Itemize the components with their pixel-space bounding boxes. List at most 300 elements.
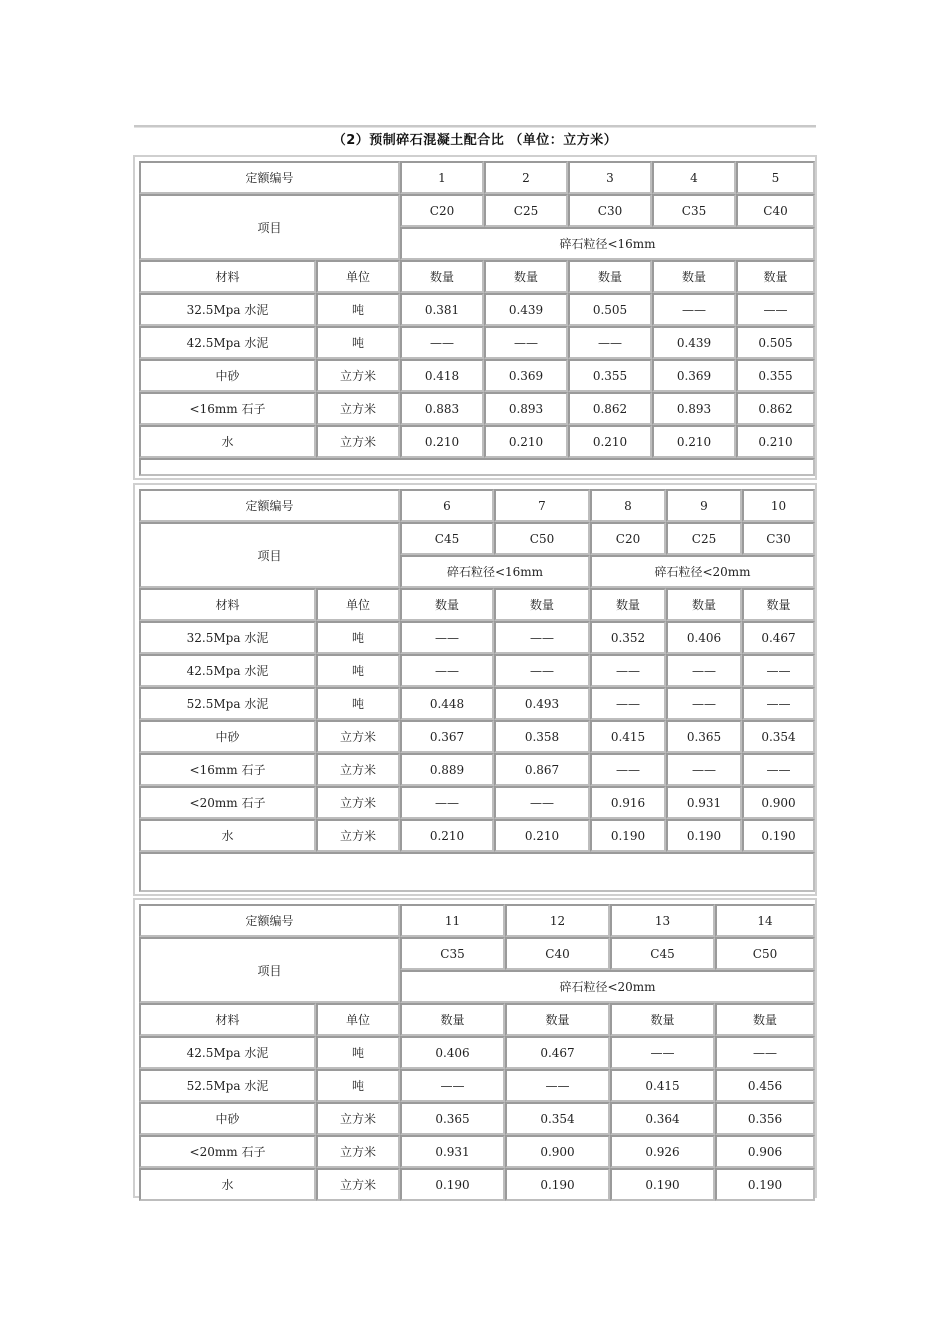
quota-no-label [139, 904, 400, 937]
unit-cell-text: 立方米 [339, 1145, 376, 1159]
quota-no-label [139, 161, 400, 194]
quota-number-text: 8 [624, 498, 632, 513]
unit-header [316, 1003, 400, 1036]
value-cell [484, 326, 568, 359]
value-cell [505, 1168, 610, 1201]
quantity-header-text: 数量 [615, 598, 640, 612]
aggregate-size-cell [400, 555, 590, 588]
value-cell-text: 0.354 [761, 729, 796, 744]
value-cell-text: 0.406 [435, 1045, 470, 1060]
value-cell [400, 720, 494, 753]
value-cell-text: 0.365 [435, 1111, 470, 1126]
quantity-header-text: 数量 [766, 598, 791, 612]
unit-cell-text: 吨 [351, 336, 364, 350]
unit-cell-text: 立方米 [339, 796, 376, 810]
value-cell [736, 326, 815, 359]
value-cell [590, 753, 666, 786]
value-cell-text: 0.893 [508, 401, 544, 416]
value-cell-text: 0.354 [540, 1111, 575, 1126]
grade-cell-text: C35 [440, 946, 465, 961]
value-cell [590, 687, 666, 720]
grade-cell-text: C25 [513, 203, 539, 218]
grade-cell [505, 937, 610, 970]
unit-cell [316, 621, 400, 654]
quantity-header-text: 数量 [691, 598, 716, 612]
unit-cell-text: 立方米 [339, 402, 376, 416]
value-cell [590, 786, 666, 819]
unit-cell-text: 吨 [351, 664, 364, 678]
value-cell [400, 392, 484, 425]
material-cell-text: <20mm 石子 [189, 796, 266, 810]
unit-cell [316, 1135, 400, 1168]
value-cell-text: 0.364 [645, 1111, 680, 1126]
grade-cell-text: C30 [597, 203, 623, 218]
aggregate-size-cell-text: 碎石粒径<20mm [559, 980, 656, 994]
grade-cell [568, 194, 652, 227]
value-cell-text: 0.210 [524, 828, 560, 843]
value-cell-text: 0.439 [508, 302, 544, 317]
value-cell [494, 819, 590, 852]
item-label [139, 194, 400, 260]
material-cell-text: 中砂 [215, 730, 240, 744]
grade-cell-text: C40 [545, 946, 570, 961]
material-cell-text: 水 [221, 829, 234, 843]
value-cell-text: —— [682, 302, 706, 317]
quantity-header [568, 260, 652, 293]
material-cell-text: 水 [221, 435, 234, 449]
unit-header-text: 单位 [345, 270, 370, 284]
quota-number [494, 489, 590, 522]
value-cell [400, 1135, 505, 1168]
material-cell [139, 1135, 316, 1168]
value-cell [400, 753, 494, 786]
material-cell-text: 32.5Mpa 水泥 [186, 303, 269, 317]
unit-cell-text: 立方米 [339, 435, 376, 449]
value-cell-text: 0.862 [758, 401, 793, 416]
value-cell [736, 293, 815, 326]
value-cell-text: 0.210 [424, 434, 460, 449]
grade-cell [736, 194, 815, 227]
value-cell [666, 786, 742, 819]
value-cell [568, 425, 652, 458]
quantity-header [736, 260, 815, 293]
material-cell-text: 水 [221, 1178, 234, 1192]
item-label-text: 项目 [257, 548, 282, 563]
value-cell [610, 1102, 715, 1135]
value-cell [666, 753, 742, 786]
value-cell-text: —— [692, 762, 716, 777]
quota-no-label [139, 489, 400, 522]
value-cell [400, 786, 494, 819]
aggregate-size-cell [590, 555, 815, 588]
value-cell-text: 0.367 [429, 729, 465, 744]
material-cell [139, 621, 316, 654]
value-cell-text: 0.369 [676, 368, 712, 383]
value-cell-text: —— [763, 302, 788, 317]
value-cell [400, 819, 494, 852]
value-cell [494, 621, 590, 654]
aggregate-size-cell-text: 碎石粒径<16mm [446, 565, 544, 579]
unit-cell [316, 720, 400, 753]
value-cell-text: 0.210 [508, 434, 544, 449]
material-cell [139, 326, 316, 359]
value-cell-text: 0.467 [540, 1045, 575, 1060]
material-cell-text: <16mm 石子 [189, 763, 266, 777]
value-cell-text: 0.352 [610, 630, 646, 645]
material-cell [139, 720, 316, 753]
value-cell [736, 392, 815, 425]
value-cell [494, 654, 590, 687]
grade-cell [652, 194, 736, 227]
mix-table-2 [133, 483, 817, 896]
unit-cell [316, 819, 400, 852]
item-label-text: 项目 [257, 220, 282, 235]
item-label-text: 项目 [257, 963, 282, 978]
value-cell [494, 753, 590, 786]
value-cell [400, 359, 484, 392]
value-cell [715, 1036, 815, 1069]
value-cell-text: —— [650, 1045, 675, 1060]
value-cell-text: —— [514, 335, 538, 350]
material-cell [139, 425, 316, 458]
quota-number [484, 161, 568, 194]
value-cell-text: 0.862 [592, 401, 628, 416]
quota-number-text: 9 [700, 498, 708, 513]
quantity-header [494, 588, 590, 621]
material-cell-text: 中砂 [215, 369, 240, 383]
value-cell-text: —— [766, 663, 791, 678]
quantity-header [742, 588, 815, 621]
value-cell-text: 0.210 [758, 434, 793, 449]
value-cell [494, 720, 590, 753]
value-cell-text: 0.505 [758, 335, 793, 350]
value-cell [742, 819, 815, 852]
quota-number [568, 161, 652, 194]
value-cell-text: 0.900 [761, 795, 796, 810]
value-cell [610, 1036, 715, 1069]
quantity-header-text: 数量 [434, 598, 459, 612]
value-cell-text: —— [430, 335, 454, 350]
material-cell [139, 1102, 316, 1135]
material-cell-text: 42.5Mpa 水泥 [186, 336, 269, 350]
material-cell-text: 中砂 [215, 1112, 240, 1126]
value-cell-text: —— [435, 795, 459, 810]
unit-cell-text: 吨 [351, 303, 364, 317]
value-cell-text: 0.358 [524, 729, 560, 744]
quota-number [610, 904, 715, 937]
quota-number-text: 12 [549, 913, 566, 928]
quota-number [742, 489, 815, 522]
quantity-header [400, 588, 494, 621]
unit-cell [316, 326, 400, 359]
quota-number [505, 904, 610, 937]
quota-number-text: 10 [770, 498, 787, 513]
value-cell-text: —— [616, 696, 640, 711]
unit-cell [316, 1036, 400, 1069]
unit-cell [316, 359, 400, 392]
material-cell-text: 42.5Mpa 水泥 [186, 1046, 269, 1060]
value-cell [400, 621, 494, 654]
grade-cell-text: C20 [615, 531, 641, 546]
value-cell [652, 392, 736, 425]
grade-cell [715, 937, 815, 970]
value-cell [666, 720, 742, 753]
quota-number [736, 161, 815, 194]
value-cell-text: —— [692, 663, 716, 678]
grade-cell [742, 522, 815, 555]
value-cell [568, 293, 652, 326]
value-cell [494, 687, 590, 720]
quantity-header [652, 260, 736, 293]
quantity-header [610, 1003, 715, 1036]
value-cell-text: 0.900 [540, 1144, 575, 1159]
grade-cell [400, 937, 505, 970]
material-cell [139, 1168, 316, 1201]
aggregate-size-cell-text: 碎石粒径<16mm [559, 237, 656, 251]
value-cell [590, 654, 666, 687]
empty-spacer-row [139, 458, 815, 476]
value-cell [666, 819, 742, 852]
grade-cell-text: C50 [529, 531, 555, 546]
grade-cell-text: C20 [429, 203, 455, 218]
quota-number [652, 161, 736, 194]
grade-cell-text: C45 [434, 531, 460, 546]
quantity-header-text: 数量 [545, 1013, 570, 1027]
item-label [139, 937, 400, 1003]
grade-cell-text: C30 [766, 531, 791, 546]
material-cell [139, 1036, 316, 1069]
value-cell-text: 0.190 [610, 828, 646, 843]
aggregate-size-cell [400, 227, 815, 260]
unit-cell-text: 吨 [351, 631, 364, 645]
grade-cell [400, 194, 484, 227]
unit-header-text: 单位 [345, 1013, 370, 1027]
material-header [139, 1003, 316, 1036]
unit-cell [316, 753, 400, 786]
quota-number-text: 3 [606, 170, 614, 185]
value-cell-text: —— [753, 1045, 777, 1060]
value-cell-text: 0.448 [429, 696, 465, 711]
unit-cell [316, 786, 400, 819]
value-cell-text: 0.493 [524, 696, 560, 711]
quota-number-text: 11 [444, 913, 461, 928]
value-cell-text: 0.356 [747, 1111, 783, 1126]
value-cell [484, 425, 568, 458]
value-cell-text: 0.190 [686, 828, 722, 843]
value-cell [568, 326, 652, 359]
value-cell-text: —— [545, 1078, 570, 1093]
unit-cell [316, 654, 400, 687]
value-cell-text: 0.210 [592, 434, 628, 449]
value-cell [666, 654, 742, 687]
quantity-header-text: 数量 [429, 270, 454, 284]
material-cell-text: 42.5Mpa 水泥 [186, 664, 269, 678]
grade-cell [590, 522, 666, 555]
value-cell [505, 1069, 610, 1102]
page-title: （2）预制碎石混凝土配合比 （单位：立方米） [332, 133, 618, 148]
value-cell-text: 0.355 [758, 368, 793, 383]
material-cell-text: 32.5Mpa 水泥 [186, 631, 269, 645]
grade-cell-text: C40 [763, 203, 788, 218]
unit-header [316, 588, 400, 621]
material-cell [139, 786, 316, 819]
value-cell-text: 0.381 [424, 302, 460, 317]
unit-cell [316, 1168, 400, 1201]
quota-number [715, 904, 815, 937]
value-cell-text: —— [435, 663, 459, 678]
quantity-header-text: 数量 [597, 270, 622, 284]
value-cell [610, 1135, 715, 1168]
value-cell [742, 654, 815, 687]
aggregate-size-cell-text: 碎石粒径<20mm [654, 565, 751, 579]
value-cell-text: —— [530, 795, 554, 810]
material-cell [139, 293, 316, 326]
quantity-header-text: 数量 [440, 1013, 465, 1027]
value-cell [400, 326, 484, 359]
quantity-header [400, 260, 484, 293]
quantity-header [666, 588, 742, 621]
value-cell [666, 687, 742, 720]
value-cell-text: —— [440, 1078, 465, 1093]
quota-number-text: 13 [654, 913, 671, 928]
unit-cell [316, 392, 400, 425]
material-cell-text: 52.5Mpa 水泥 [186, 1079, 269, 1093]
quantity-header [505, 1003, 610, 1036]
value-cell-text: 0.906 [747, 1144, 783, 1159]
value-cell-text: 0.190 [540, 1177, 575, 1192]
value-cell [400, 293, 484, 326]
value-cell-text: 0.931 [686, 795, 722, 810]
value-cell [400, 1069, 505, 1102]
value-cell [742, 687, 815, 720]
value-cell [736, 359, 815, 392]
quantity-header [715, 1003, 815, 1036]
quantity-header-text: 数量 [763, 270, 788, 284]
unit-cell-text: 吨 [351, 697, 364, 711]
value-cell-text: 0.415 [610, 729, 646, 744]
unit-cell [316, 1069, 400, 1102]
grade-cell-text: C35 [681, 203, 707, 218]
value-cell-text: —— [616, 663, 640, 678]
grade-cell [666, 522, 742, 555]
quantity-header-text: 数量 [752, 1013, 777, 1027]
unit-cell-text: 立方米 [339, 730, 376, 744]
quota-number-text: 4 [690, 170, 698, 185]
material-header-text: 材料 [215, 598, 240, 612]
unit-cell-text: 立方米 [339, 369, 376, 383]
aggregate-size-cell [400, 970, 815, 1003]
top-rule [134, 125, 816, 128]
value-cell-text: 0.210 [676, 434, 712, 449]
value-cell [736, 425, 815, 458]
value-cell [505, 1036, 610, 1069]
unit-header-text: 单位 [345, 598, 370, 612]
value-cell [484, 293, 568, 326]
value-cell [505, 1135, 610, 1168]
value-cell [568, 359, 652, 392]
value-cell [400, 654, 494, 687]
value-cell-text: 0.190 [645, 1177, 680, 1192]
value-cell [400, 1168, 505, 1201]
quota-no-label-text: 定额编号 [245, 171, 294, 185]
value-cell [494, 786, 590, 819]
value-cell-text: 0.931 [435, 1144, 470, 1159]
material-cell [139, 819, 316, 852]
grade-cell-text: C45 [650, 946, 675, 961]
value-cell [400, 425, 484, 458]
grade-cell [494, 522, 590, 555]
material-cell-text: <20mm 石子 [189, 1145, 266, 1159]
unit-cell-text: 吨 [351, 1079, 364, 1093]
quota-number-text: 5 [771, 170, 780, 185]
unit-cell-text: 立方米 [339, 829, 376, 843]
value-cell-text: —— [530, 630, 554, 645]
value-cell [742, 621, 815, 654]
value-cell-text: 0.867 [524, 762, 560, 777]
value-cell [568, 392, 652, 425]
value-cell-text: —— [692, 696, 716, 711]
value-cell [652, 326, 736, 359]
quantity-header [484, 260, 568, 293]
value-cell [400, 687, 494, 720]
value-cell-text: 0.418 [424, 368, 460, 383]
mix-table-3 [133, 898, 817, 1198]
material-cell-text: 52.5Mpa 水泥 [186, 697, 269, 711]
quota-number [666, 489, 742, 522]
value-cell [652, 293, 736, 326]
value-cell-text: 0.406 [686, 630, 722, 645]
unit-cell [316, 293, 400, 326]
empty-spacer-row [139, 852, 815, 892]
value-cell [652, 425, 736, 458]
value-cell [652, 359, 736, 392]
unit-cell-text: 立方米 [339, 1112, 376, 1126]
quota-number [400, 161, 484, 194]
value-cell [590, 720, 666, 753]
value-cell [742, 753, 815, 786]
value-cell-text: 0.190 [761, 828, 796, 843]
quota-number [400, 904, 505, 937]
quantity-header-text: 数量 [513, 270, 538, 284]
value-cell-text: 0.467 [761, 630, 796, 645]
grade-cell-text: C25 [691, 531, 717, 546]
quota-number-text: 7 [538, 498, 546, 513]
value-cell-text: 0.355 [592, 368, 628, 383]
quota-number [400, 489, 494, 522]
value-cell-text: —— [766, 696, 791, 711]
value-cell-text: 0.916 [610, 795, 646, 810]
quantity-header-text: 数量 [529, 598, 554, 612]
value-cell-text: —— [598, 335, 622, 350]
material-header [139, 260, 316, 293]
value-cell [400, 1102, 505, 1135]
value-cell [590, 621, 666, 654]
quota-no-label-text: 定额编号 [245, 499, 294, 513]
material-header-text: 材料 [215, 1013, 240, 1027]
material-cell [139, 392, 316, 425]
value-cell [590, 819, 666, 852]
value-cell-text: 0.456 [747, 1078, 783, 1093]
value-cell-text: —— [435, 630, 459, 645]
unit-cell [316, 687, 400, 720]
value-cell-text: 0.415 [645, 1078, 680, 1093]
value-cell [484, 359, 568, 392]
unit-cell [316, 425, 400, 458]
value-cell-text: 0.889 [429, 762, 465, 777]
value-cell-text: 0.505 [592, 302, 628, 317]
material-cell [139, 753, 316, 786]
quota-number [590, 489, 666, 522]
